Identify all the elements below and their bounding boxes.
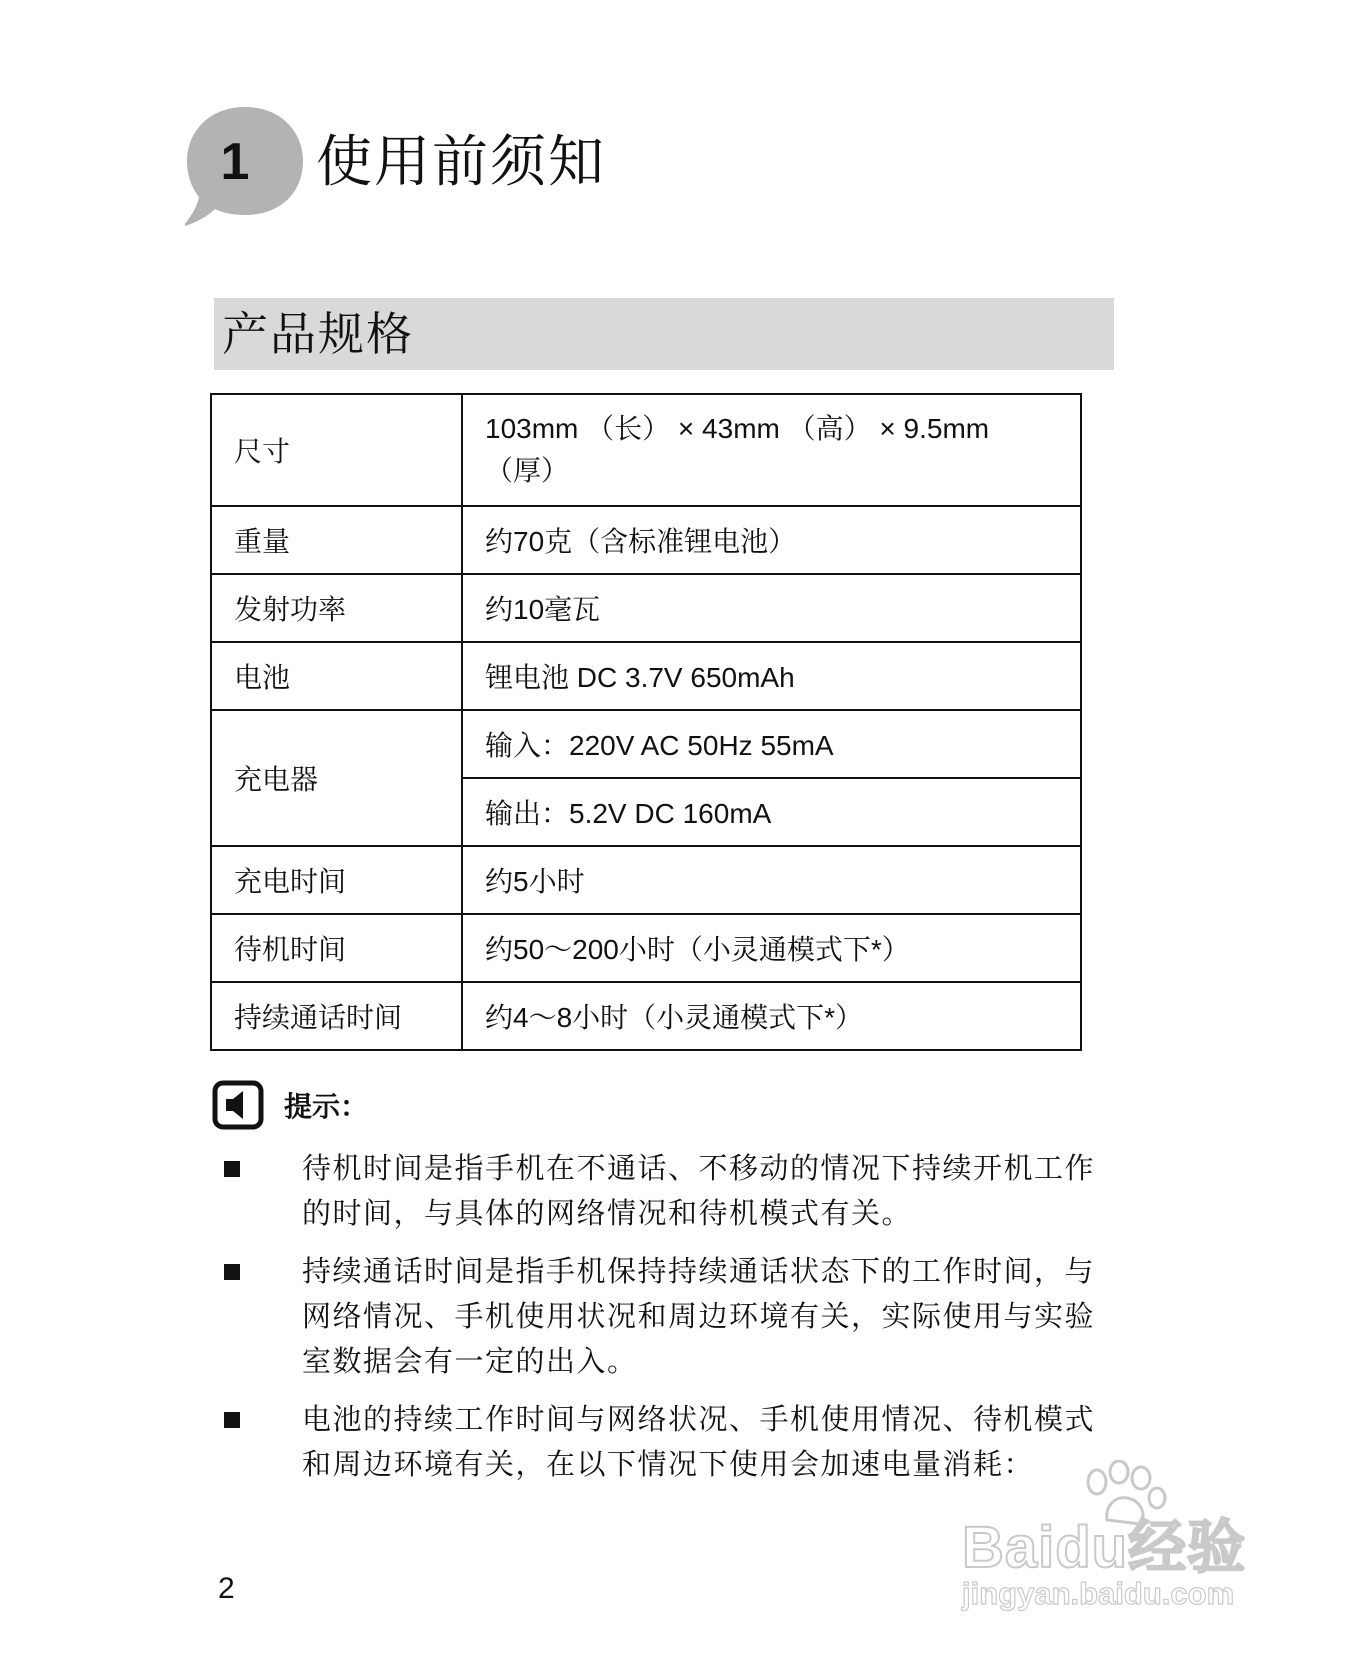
chapter-title: 使用前须知 <box>316 130 606 195</box>
note-text: 持续通话时间是指手机保持持续通话状态下的工作时间，与网络情况、手机使用状况和周边环境有关，实际使用与实验室数据会有一定的出入。 <box>302 1254 1096 1378</box>
spec-value-charger-input: 输入：220V AC 50Hz 55mA <box>462 710 1081 778</box>
spec-value-standby-time: 约50～200小时（小灵通模式下*） <box>462 914 1081 982</box>
spec-label-dimensions: 尺寸 <box>211 394 462 506</box>
tip-label: 提示： <box>284 1090 369 1123</box>
table-row <box>211 846 1081 914</box>
spec-value-dimensions <box>462 394 1081 506</box>
spec-label-weight: 重量 <box>211 506 462 574</box>
spec-value-battery: 锂电池 DC 3.7V 650mAh <box>462 642 1081 710</box>
chapter-number: 1 <box>220 133 250 191</box>
spec-label-standby-time: 待机时间 <box>211 914 462 982</box>
section-title: 产品规格 <box>222 307 414 361</box>
spec-label-talk-time: 持续通话时间 <box>211 982 462 1050</box>
note-text: 待机时间是指手机在不通话、不移动的情况下持续开机工作的时间，与具体的网络情况和待机模式有关。 <box>302 1151 1096 1230</box>
dimensions-line1: 103mm （长） × 43mm （高） × 9.5mm <box>485 413 990 444</box>
table-row <box>211 574 1081 642</box>
spec-label-battery: 电池 <box>211 642 462 710</box>
spec-table <box>210 393 1082 1051</box>
list-item <box>220 1249 1120 1384</box>
table-row <box>211 394 1081 506</box>
table-row <box>211 506 1081 574</box>
section-banner <box>214 298 1114 370</box>
list-item <box>220 1146 1120 1236</box>
spec-label-charge-time: 充电时间 <box>211 846 462 914</box>
notes-list <box>220 1146 1120 1500</box>
table-row <box>211 914 1081 982</box>
spec-value-power: 约10毫瓦 <box>462 574 1081 642</box>
watermark-brand: Baidu经验 <box>962 1515 1247 1580</box>
square-bullet-icon <box>224 1412 240 1428</box>
speaker-icon <box>212 1080 264 1130</box>
spec-label-charger: 充电器 <box>211 710 462 846</box>
table-row <box>211 710 1081 778</box>
spec-label-power: 发射功率 <box>211 574 462 642</box>
watermark <box>962 1460 1282 1620</box>
spec-value-weight: 约70克（含标准锂电池） <box>462 506 1081 574</box>
table-row <box>211 642 1081 710</box>
tip <box>212 1080 368 1130</box>
spec-value-charger-output: 输出：5.2V DC 160mA <box>462 778 1081 846</box>
square-bullet-icon <box>224 1264 240 1280</box>
dimensions-line2: （厚） <box>485 455 570 486</box>
note-text: 电池的持续工作时间与网络状况、手机使用情况、待机模式和周边环境有关，在以下情况下使用会加速电量消耗： <box>302 1402 1096 1481</box>
spec-value-charge-time: 约5小时 <box>462 846 1081 914</box>
square-bullet-icon <box>224 1161 240 1177</box>
table-row <box>211 982 1081 1050</box>
page-number: 2 <box>218 1572 235 1605</box>
spec-value-talk-time: 约4～8小时（小灵通模式下*） <box>462 982 1081 1050</box>
watermark-url: jingyan.baidu.com <box>962 1576 1235 1611</box>
